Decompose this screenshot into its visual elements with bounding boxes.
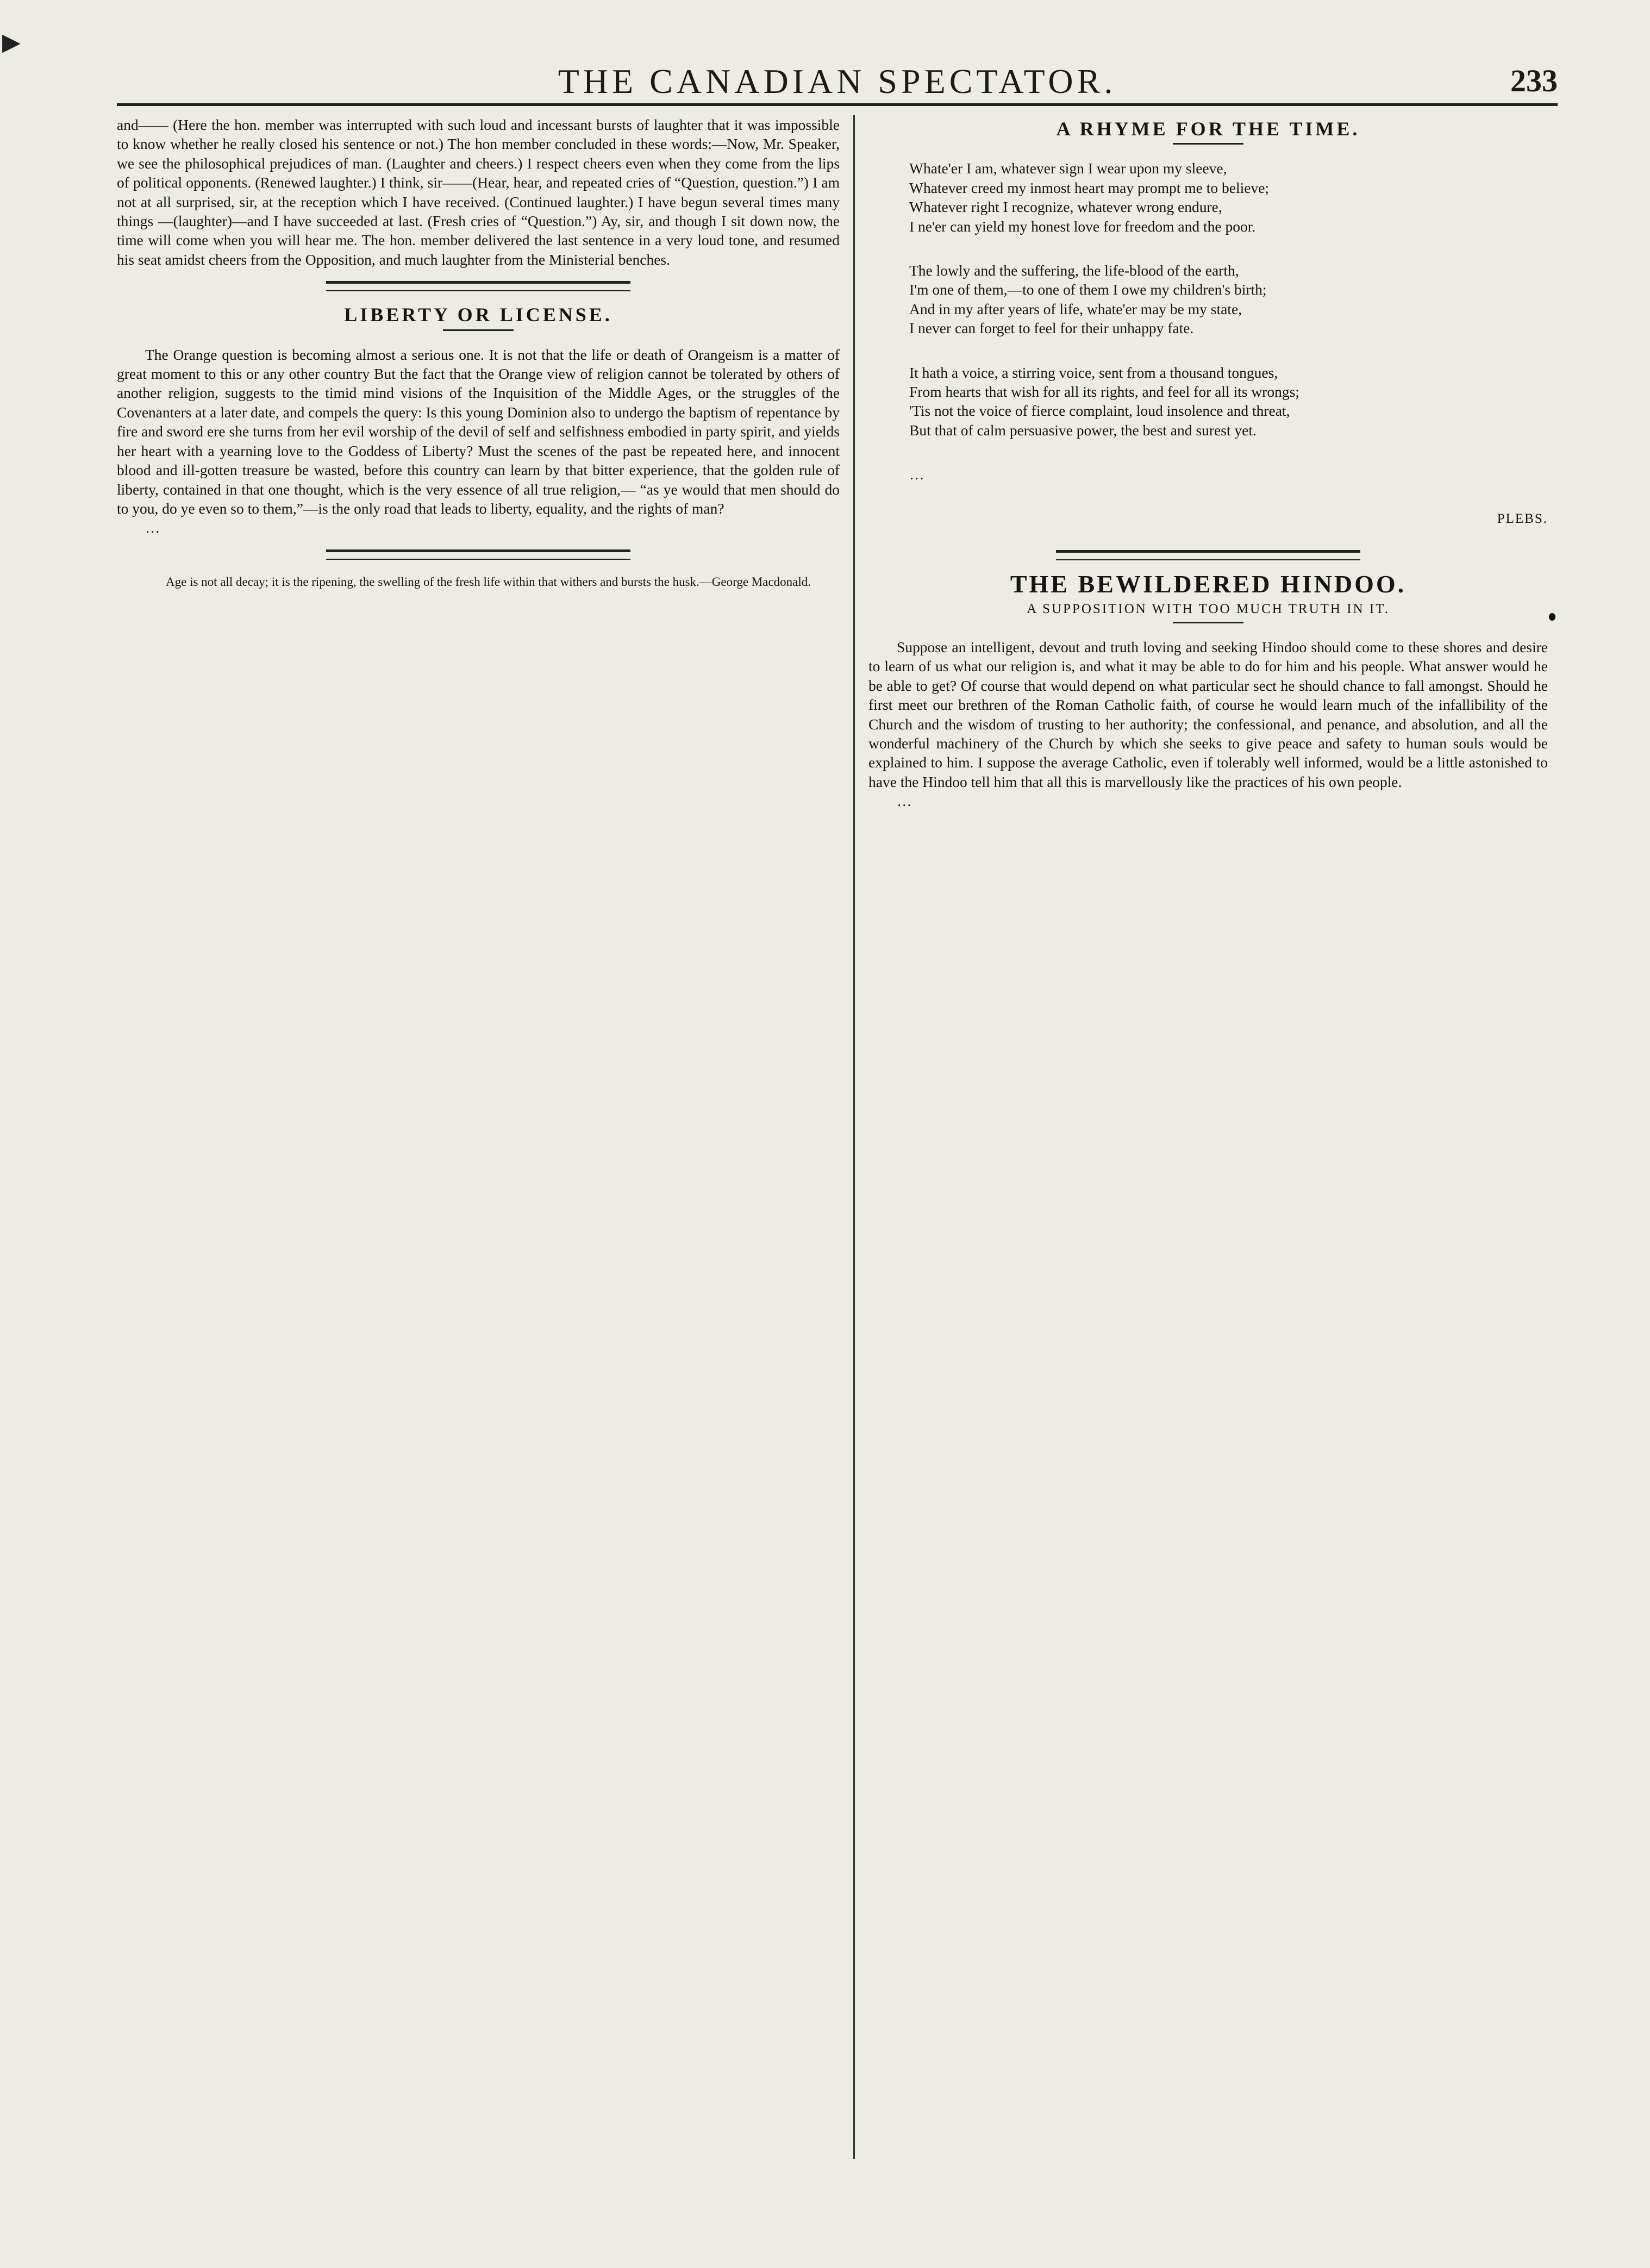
poem-line: The lowly and the suffering, the life-blood of the earth, bbox=[909, 262, 1239, 279]
masthead: THE CANADIAN SPECTATOR. bbox=[558, 62, 1117, 101]
poem-stanza bbox=[909, 261, 1548, 338]
epigraph: Age is not all decay; it is the ripening, the swelling of the fresh life within that withers and bursts the husk.—George Macdonald. bbox=[166, 574, 811, 589]
page-header bbox=[117, 52, 1558, 106]
poem-title: A RHYME FOR THE TIME. bbox=[1056, 118, 1360, 140]
page-number: 233 bbox=[1510, 63, 1558, 98]
liberty-paragraph-1: The Orange question is becoming almost a serious one. It is not that the life or death of Orangeism is a matter of great moment to this or any other country But the fact that the Orange view of religion cannot be tolerated by others of another religion, suggests to the timid mind visions of the Inquisition of the Middle Ages, or the struggles of the Covenanters at a later date, and compels the query: Is this young Dominion also to undergo the baptism of repentance by fire and sword ere she turns from her evil worship of the devil of self and selfishness embodied in party spirit, and yields her heart with a yearning love to the Goddess of Liberty? Must the scenes of the past be repeated here, and innocent blood and ill-gotten treasure be wasted, before this country can learn by that bitter experience, that the golden rule of liberty, contained in that one thought, which is the very essence of all true religion,— “as ye would that men should do to you, do ye even so to them,”—is the only road that leads to liberty, equality, and the rights of man? bbox=[117, 346, 840, 517]
poem bbox=[868, 159, 1548, 528]
poem-line: It hath a voice, a stirring voice, sent from a thousand tongues, bbox=[909, 364, 1278, 381]
hindoo-paragraph-2: … bbox=[897, 792, 912, 810]
hindoo-paragraph-1: Suppose an intelligent, devout and truth loving and seeking Hindoo should come to these shores and desire to learn of us what our religion is, and what it may be able to do for him and his people. What answer would he be able to get? Of course that would depend on what particular sect he should chance to fall amongst. Should he first meet our brethren of the Roman Catholic faith, of course he would learn much of the infallibility of the Church and the wisdom of trusting to her authority; the confessional, and penance, and absolution, and all the wonderful machinery of the Church by which she seeks to give peace and safety to human souls would be explained to him. I suppose the average Catholic, even if tolerably well informed, would be a little astonished to have the Hindoo tell him that all this is marvellously like the practices of his own people. bbox=[868, 638, 1548, 790]
page-marker: ▶ bbox=[2, 29, 21, 55]
poem-line: Whatever right I recognize, whatever wrong endure, bbox=[909, 198, 1222, 216]
title-underline bbox=[443, 329, 514, 331]
poem-stanza bbox=[909, 465, 1548, 484]
section-divider bbox=[1056, 550, 1360, 560]
poem-line: I never can forget to feel for their unhappy fate. bbox=[909, 320, 1194, 337]
left-column bbox=[117, 115, 840, 590]
section-divider bbox=[326, 549, 630, 560]
poem-line: And in my after years of life, whate'er may be my state, bbox=[909, 300, 1242, 317]
right-column bbox=[868, 115, 1548, 811]
column-divider bbox=[853, 115, 855, 2159]
liberty-paragraph-2: … bbox=[145, 519, 160, 536]
article-title-hindoo: THE BEWILDERED HINDOO. bbox=[1010, 570, 1407, 598]
continued-article-text: and—— (Here the hon. member was interrupted with such loud and incessant bursts of laughter that it was impossible to know whether he really closed his sentence or not.) The hon member concluded in these words:—Now, Mr. Speaker, we see the philosophical prejudices of man. (Laughter and cheers.) I respect cheers even when they come from the lips of political opponents. (Renewed laughter.) I think, sir——(Hear, hear, and repeated cries of “Question, question.”) I am not at all surprised, sir, at the reception which I have received. (Continued laughter.) I have begun several times many things —(laughter)—and I have succeeded at last. (Fresh cries of “Question.”) Ay, sir, and though I sit down now, the time will come when you will hear me. The hon. member delivered the last sentence in a very loud tone, and resumed his seat amidst cheers from the Opposition, and much laughter from the Ministerial benches. bbox=[117, 116, 840, 268]
poem-line: I ne'er can yield my honest love for freedom and the poor. bbox=[909, 217, 1256, 235]
article-title-liberty: LIBERTY OR LICENSE. bbox=[344, 304, 612, 326]
poem-line: Whatever creed my inmost heart may prompt me to believe; bbox=[909, 179, 1270, 196]
poem-stanza bbox=[909, 159, 1548, 236]
poem-stanza bbox=[909, 363, 1548, 440]
poem-line: But that of calm persuasive power, the best and surest yet. bbox=[909, 421, 1257, 439]
article-subtitle-hindoo: A SUPPOSITION WITH TOO MUCH TRUTH IN IT. bbox=[1027, 601, 1390, 616]
poem-signature: PLEBS. bbox=[1497, 511, 1548, 526]
poem-line: … bbox=[909, 466, 924, 483]
poem-line: Whate'er I am, whatever sign I wear upon my sleeve, bbox=[909, 160, 1227, 177]
title-underline bbox=[1173, 622, 1243, 623]
poem-line: From hearts that wish for all its rights, and feel for all its wrongs; bbox=[909, 383, 1299, 401]
title-underline bbox=[1173, 143, 1243, 145]
poem-line: 'Tis not the voice of fierce complaint, loud insolence and threat, bbox=[909, 402, 1290, 420]
ink-dot bbox=[1549, 613, 1555, 621]
section-divider bbox=[326, 281, 630, 291]
poem-line: I'm one of them,—to one of them I owe my children's birth; bbox=[909, 281, 1267, 298]
